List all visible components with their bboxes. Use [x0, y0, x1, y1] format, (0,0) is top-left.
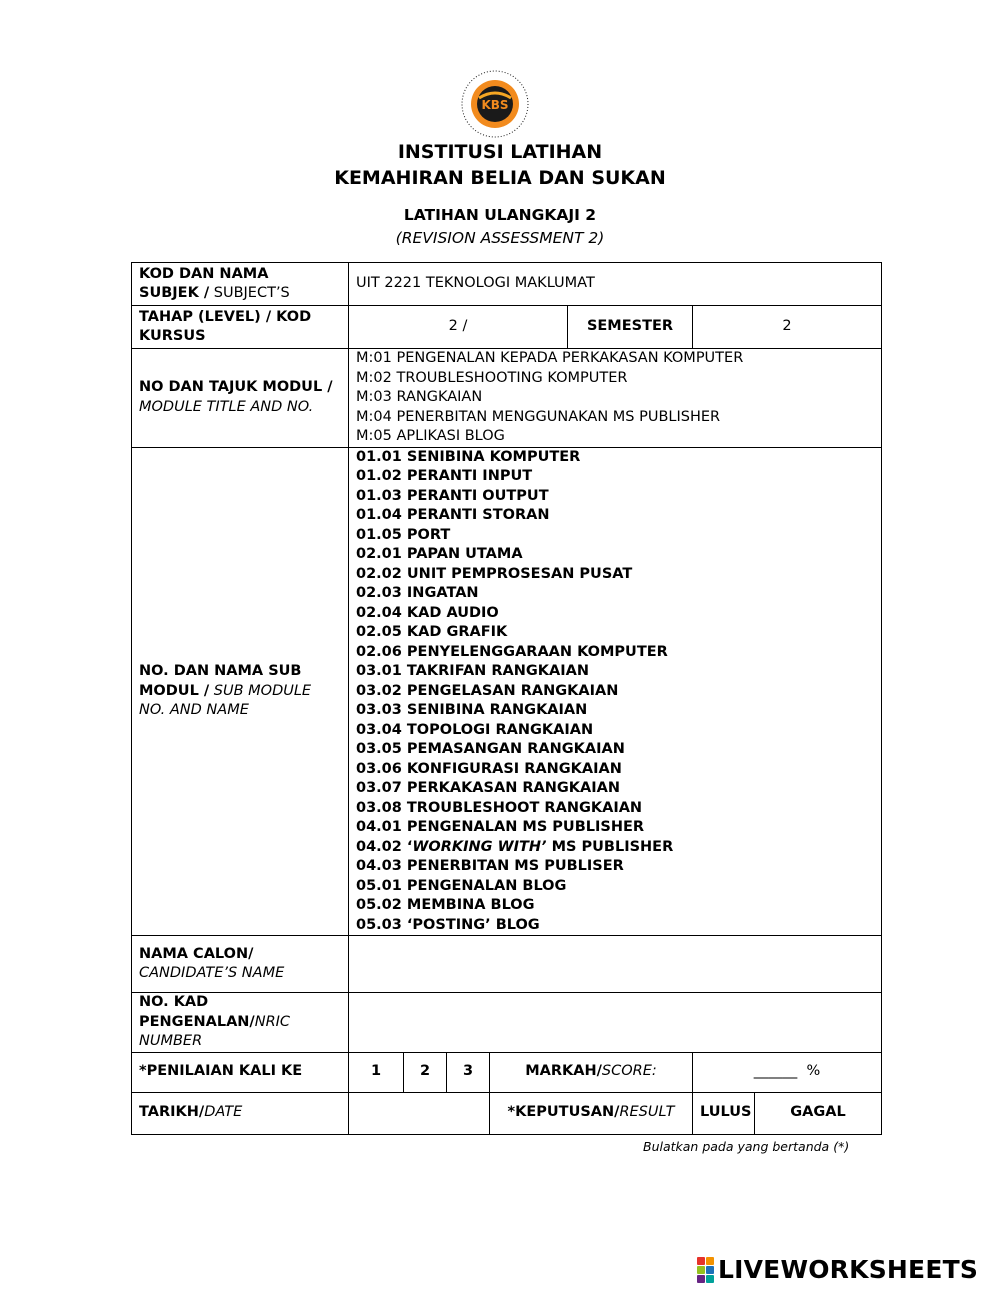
date-row	[132, 1092, 882, 1134]
assessment-label: *PENILAIAN KALI KE	[132, 1052, 349, 1092]
submodule-item: 05.03 ‘POSTING’ BLOG	[356, 916, 540, 933]
submodule-item: 01.02 PERANTI INPUT	[356, 468, 533, 484]
submodules-label-cell	[132, 447, 349, 936]
result-label-cell	[490, 1092, 693, 1134]
candidate-row	[132, 936, 882, 993]
submodule-item: 05.02 MEMBINA BLOG	[356, 897, 535, 913]
assessment-row	[132, 1052, 882, 1092]
candidate-label-cell	[132, 936, 349, 993]
semester-value: 2	[693, 306, 882, 349]
icon-square	[697, 1275, 705, 1283]
date-label-cell	[132, 1092, 349, 1134]
level-label-cell	[132, 306, 349, 349]
score-label-bold: MARKAH/	[525, 1063, 602, 1080]
submodule-item: 03.07 PERKAKASAN RANGKAIAN	[356, 780, 621, 796]
icon-square	[697, 1266, 705, 1274]
nric-label-2: PENGENALAN/	[139, 1013, 255, 1030]
liveworksheets-icon	[697, 1257, 714, 1283]
institution-line-2: KEMAHIRAN BELIA DAN SUKAN	[334, 167, 666, 189]
institution-line-1: INSTITUSI LATIHAN	[397, 141, 603, 163]
submodules-label-1: NO. DAN NAMA SUB	[139, 663, 302, 679]
semester-label: SEMESTER	[568, 306, 693, 349]
submodule-item: 02.06 PENYELENGGARAAN KOMPUTER	[356, 643, 668, 660]
nric-label-cell	[132, 993, 349, 1053]
module-item: M:04 PENERBITAN MENGGUNAKAN MS PUBLISHER	[356, 408, 721, 425]
submodule-item: 01.05 PORT	[356, 526, 451, 543]
subject-value: UIT 2221 TEKNOLOGI MAKLUMAT	[356, 275, 595, 292]
nric-label-3: NRIC	[254, 1013, 291, 1030]
nric-row	[132, 993, 882, 1053]
candidate-name-field[interactable]	[349, 936, 882, 993]
subject-label-3: SUBJECT’S	[213, 285, 290, 301]
modules-label-cell	[132, 349, 349, 448]
subject-value-cell[interactable]	[349, 263, 882, 306]
subject-row	[132, 263, 882, 306]
submodule-item: 03.06 KONFIGURASI RANGKAIAN	[356, 760, 622, 777]
submodule-item: 02.01 PAPAN UTAMA	[356, 546, 523, 562]
submodule-item: 02.03 INGATAN	[356, 585, 479, 601]
icon-square	[706, 1266, 714, 1274]
submodules-label-2: MODUL /	[139, 682, 210, 699]
submodule-item: 03.03 SENIBINA RANGKAIAN	[356, 702, 588, 718]
submodules-list	[349, 447, 882, 936]
assessment-option-2[interactable]: 2	[404, 1052, 447, 1092]
submodule-item: 03.01 TAKRIFAN RANGKAIAN	[356, 663, 589, 679]
score-label-cell	[490, 1052, 693, 1092]
result-pass-option[interactable]: LULUS	[693, 1092, 755, 1134]
nric-field[interactable]	[349, 993, 882, 1053]
submodule-item: 04.01 PENGENALAN MS PUBLISHER	[356, 819, 645, 835]
level-row	[132, 306, 882, 349]
assessment-subtitle: (REVISION ASSESSMENT 2)	[395, 229, 605, 247]
submodules-label-3: SUB MODULE	[213, 682, 312, 699]
module-item: M:01 PENGENALAN KEPADA PERKAKASAN KOMPUTER	[356, 350, 744, 366]
submodule-item: 05.01 PENGENALAN BLOG	[356, 877, 567, 894]
submodule-item: 01.01 SENIBINA KOMPUTER	[356, 448, 581, 465]
submodule-item: 03.05 PEMASANGAN RANGKAIAN	[356, 741, 625, 757]
submodule-item: 02.04 KAD AUDIO	[356, 604, 499, 621]
kbs-logo	[455, 68, 535, 140]
result-fail-option[interactable]: GAGAL	[755, 1092, 882, 1134]
submodule-item	[356, 838, 874, 858]
submodule-item: 02.02 UNIT PEMPROSESAN PUSAT	[356, 565, 633, 582]
modules-label-italic: MODULE TITLE AND NO.	[139, 398, 314, 415]
level-value-cell[interactable]	[349, 306, 568, 349]
date-label-italic: DATE	[204, 1104, 243, 1121]
modules-list	[349, 349, 882, 448]
assessment-option-3[interactable]: 3	[447, 1052, 490, 1092]
level-label-2: KURSUS	[139, 328, 206, 344]
assessment-form-table	[131, 262, 882, 1135]
assessment-option-1[interactable]: 1	[349, 1052, 404, 1092]
level-label-1: TAHAP (LEVEL) / KOD	[139, 308, 312, 325]
submodule-working-prefix: 04.02 ‘	[356, 838, 413, 855]
submodule-item: 04.03 PENERBITAN MS PUBLISER	[356, 858, 624, 874]
submodule-working-suffix: MS PUBLISHER	[546, 838, 674, 855]
score-label-italic: SCORE:	[601, 1063, 657, 1080]
submodule-item: 02.05 KAD GRAFIK	[356, 624, 508, 640]
icon-square	[706, 1257, 714, 1265]
nric-label-4: NUMBER	[139, 1033, 203, 1049]
submodule-item: 03.02 PENGELASAN RANGKAIAN	[356, 682, 619, 699]
module-item: M:03 RANGKAIAN	[356, 389, 483, 405]
assessment-title: LATIHAN ULANGKAJI 2	[403, 206, 597, 224]
logo-text: KBS	[481, 98, 509, 112]
subject-label-cell	[132, 263, 349, 306]
score-field[interactable]: ______ %	[693, 1052, 882, 1092]
modules-row	[132, 349, 882, 448]
footnote: Bulatkan pada yang bertanda (*)	[643, 1139, 850, 1154]
submodule-item: 03.08 TROUBLESHOOT RANGKAIAN	[356, 799, 643, 816]
liveworksheets-watermark	[697, 1255, 978, 1284]
modules-label-bold: NO DAN TAJUK MODUL /	[139, 379, 333, 396]
submodule-item: 01.04 PERANTI STORAN	[356, 507, 550, 523]
date-field[interactable]	[349, 1092, 490, 1134]
subject-label-1: KOD DAN NAMA	[139, 265, 269, 282]
nric-label-1: NO. KAD	[139, 994, 209, 1010]
submodule-item: 01.03 PERANTI OUTPUT	[356, 487, 549, 504]
result-label-italic: RESULT	[619, 1104, 675, 1121]
module-item: M:02 TROUBLESHOOTING KOMPUTER	[356, 369, 628, 386]
submodules-label-4: NO. AND NAME	[139, 702, 249, 718]
icon-square	[706, 1275, 714, 1283]
submodule-working-italic: WORKING WITH’	[412, 838, 547, 855]
candidate-label-bold: NAMA CALON/	[139, 945, 254, 962]
submodules-row	[132, 447, 882, 936]
icon-square	[697, 1257, 705, 1265]
module-item: M:05 APLIKASI BLOG	[356, 428, 505, 444]
liveworksheets-text: LIVEWORKSHEETS	[718, 1255, 979, 1284]
submodule-item: 03.04 TOPOLOGI RANGKAIAN	[356, 721, 594, 738]
level-value: 2 /	[448, 318, 468, 335]
candidate-label-italic: CANDIDATE’S NAME	[139, 965, 285, 981]
subject-label-2: SUBJEK /	[139, 285, 210, 301]
result-label-bold: *KEPUTUSAN/	[507, 1104, 620, 1121]
date-label-bold: TARIKH/	[139, 1104, 205, 1121]
